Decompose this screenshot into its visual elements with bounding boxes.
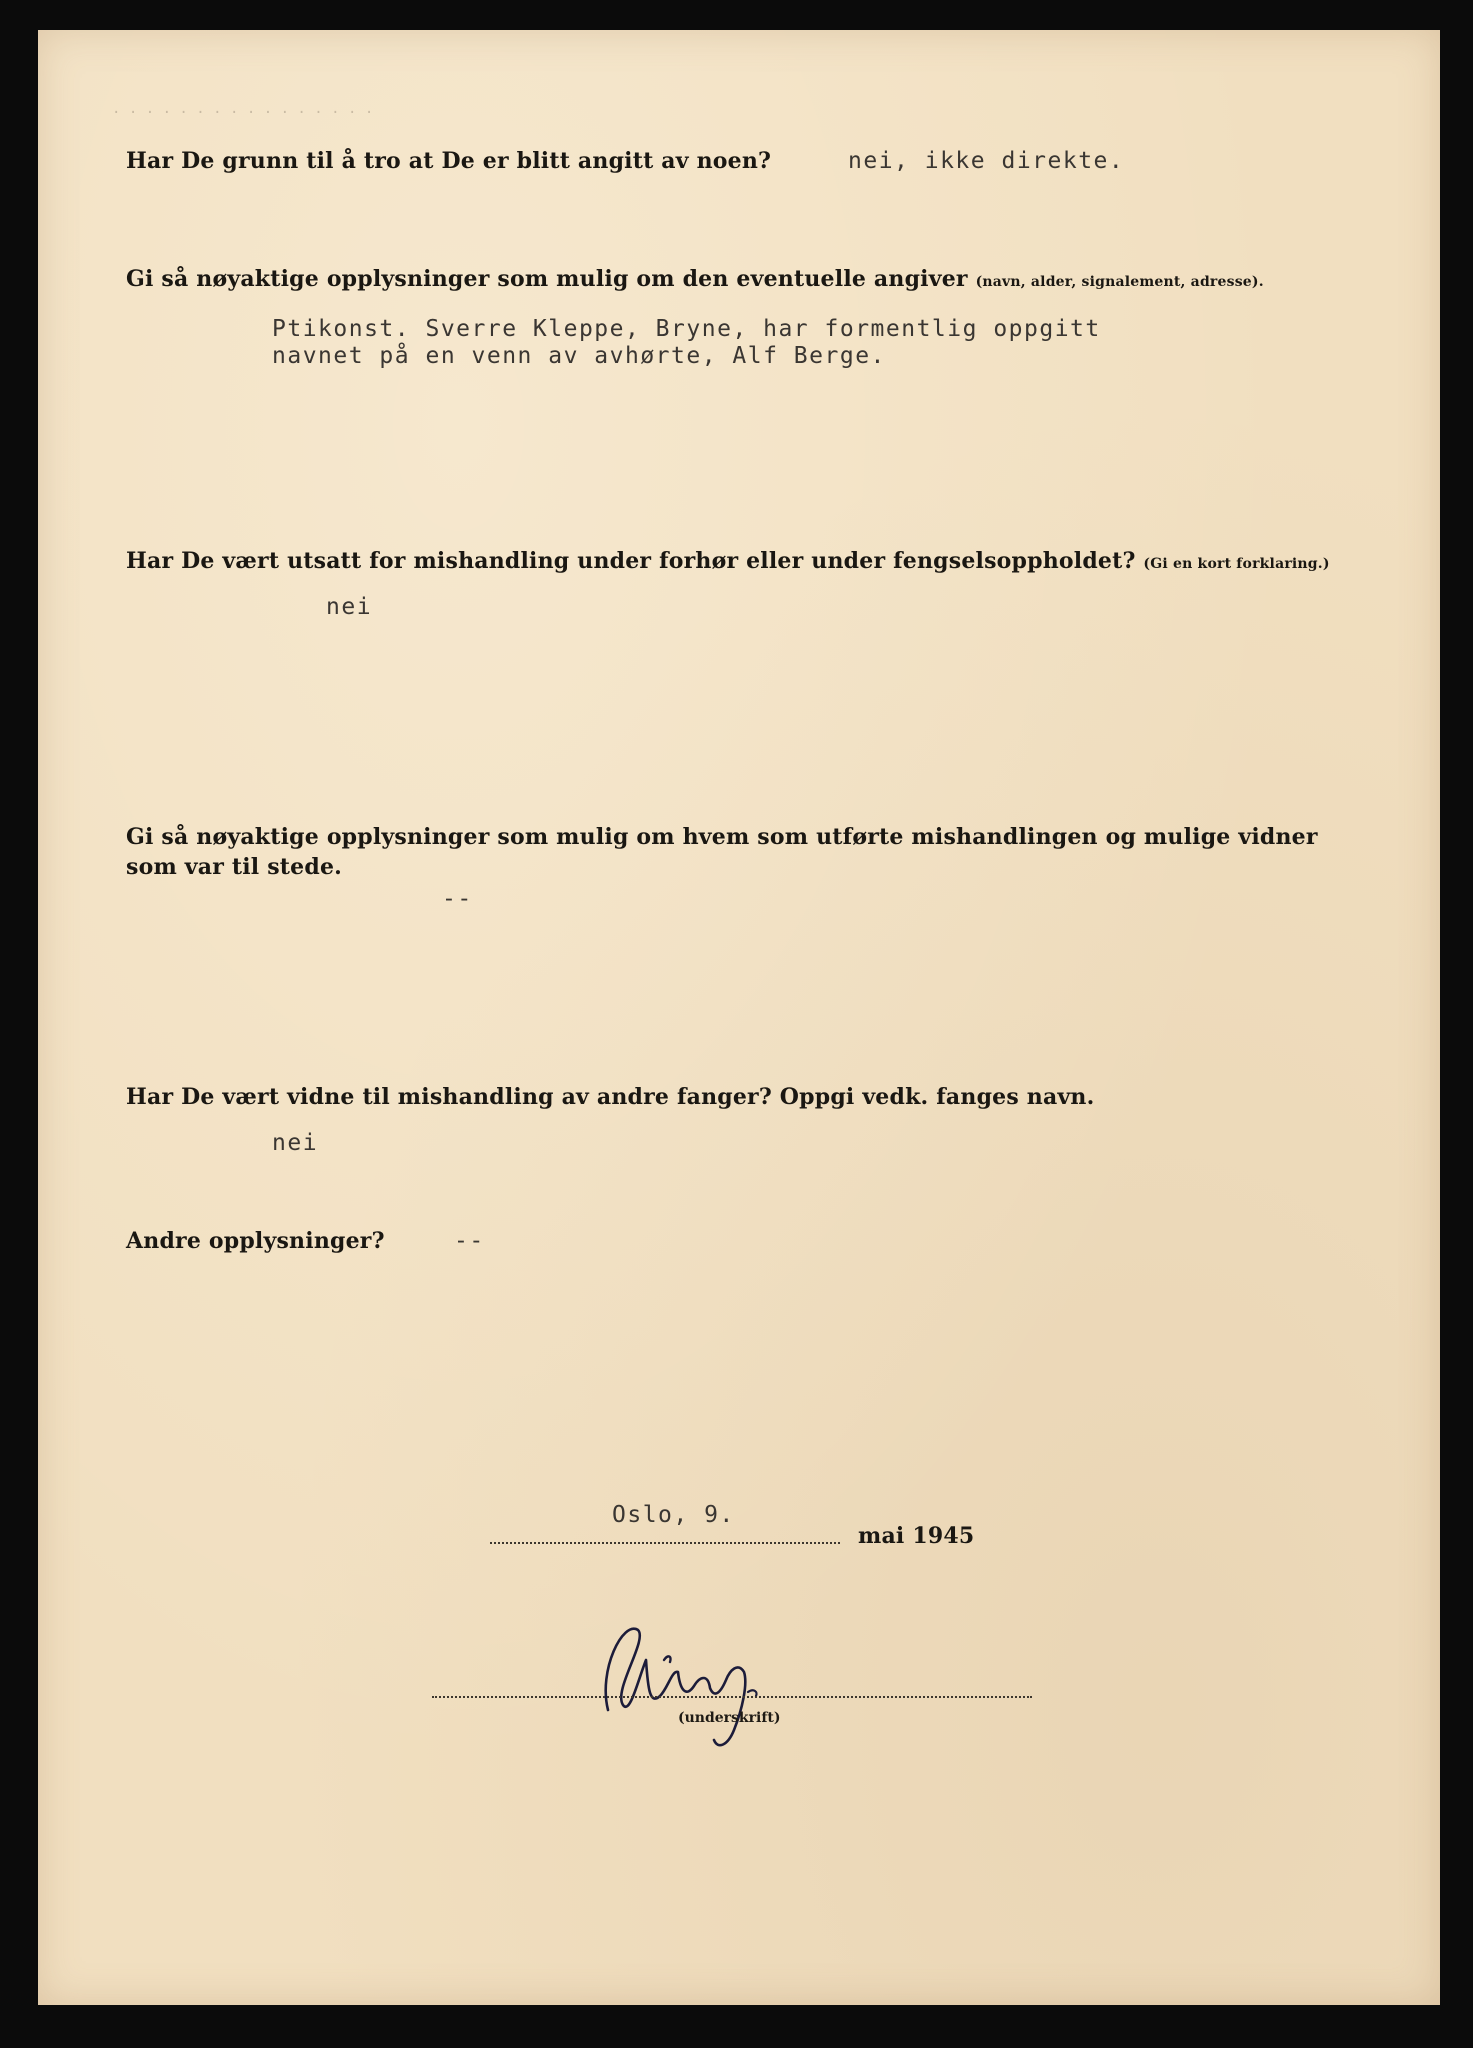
answer-mishandling: nei	[326, 594, 373, 620]
answer-angiver-line-2: navnet på en venn av avhørte, Alf Berge.	[272, 343, 886, 369]
answer-vidne: nei	[272, 1130, 319, 1156]
question-mishandling-text: Har De vært utsatt for mishandling under forhør eller under fengselsoppholdet?	[126, 548, 1136, 574]
document-page	[38, 30, 1440, 2005]
signature-label: (underskrift)	[678, 1710, 781, 1726]
question-vidne: Har De vært vidne til mishandling av andre fanger? Oppgi vedk. fanges navn.	[126, 1084, 1095, 1110]
question-utforte-line-2: som var til stede.	[126, 854, 343, 880]
answer-utforte: --	[442, 886, 473, 912]
signature	[568, 1600, 788, 1750]
question-angiver-note: (navn, alder, signalement, adresse).	[975, 274, 1264, 290]
question-angiver-text: Gi så nøyaktige opplysninger som mulig om den eventuelle angiver	[126, 266, 968, 292]
month-year: mai 1945	[858, 1523, 975, 1549]
question-angitt: Har De grunn til å tro at De er blitt angitt av noen?	[126, 148, 772, 174]
question-angiver-details	[126, 266, 1264, 292]
question-mishandling	[126, 548, 1330, 574]
signature-line	[432, 1696, 1032, 1698]
answer-angiver-line-1: Ptikonst. Sverre Kleppe, Bryne, har formentlig oppgitt	[272, 316, 1101, 342]
question-utforte-line-1: Gi så nøyaktige opplysninger som mulig om hvem som utførte mishandlingen og mulige vidner	[126, 824, 1318, 850]
bleed-through-text: · · · · · · · · · · · · · · · ·	[112, 105, 374, 121]
place-date: Oslo, 9.	[612, 1502, 735, 1528]
answer-angitt: nei, ikke direkte.	[848, 148, 1125, 174]
question-mishandling-note: (Gi en kort forklaring.)	[1143, 556, 1330, 572]
place-date-line	[490, 1542, 840, 1544]
answer-andre: --	[454, 1228, 485, 1254]
question-andre: Andre opplysninger?	[126, 1228, 385, 1254]
